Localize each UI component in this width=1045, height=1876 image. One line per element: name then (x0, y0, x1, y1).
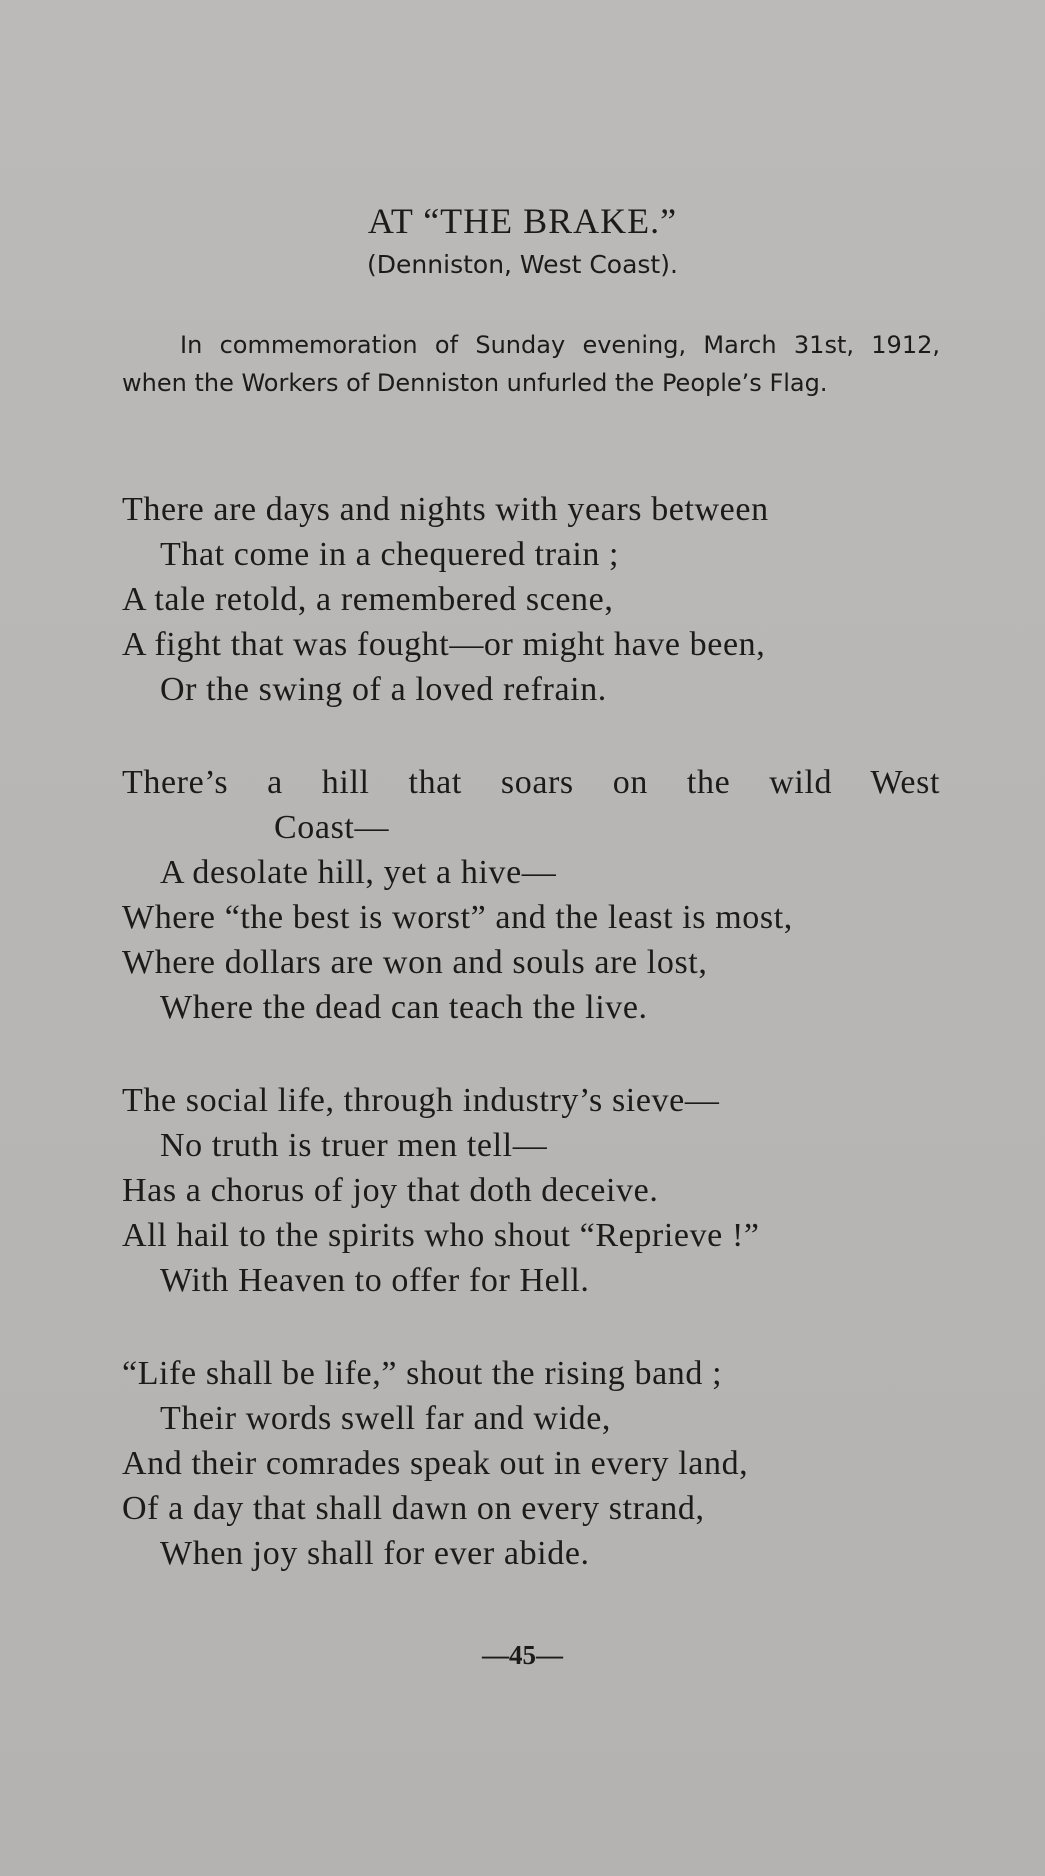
poem-line: With Heaven to offer for Hell. (160, 1262, 590, 1299)
poem-line: Of a day that shall dawn on every strand, (122, 1490, 705, 1527)
poem-line: That come in a chequered train ; (160, 536, 620, 573)
poem-line (122, 760, 940, 805)
poem-title: AT “THE BRAKE.” (367, 201, 678, 241)
poem-line: Their words swell far and wide, (160, 1400, 612, 1437)
poem-line: And their comrades speak out in every land, (122, 1445, 749, 1482)
poem-line: Where dollars are won and souls are lost, (122, 944, 708, 981)
poem-body (122, 487, 952, 1624)
stanza-1 (122, 487, 952, 712)
poem-line: A desolate hill, yet a hive— (160, 854, 557, 891)
dedication-note: In commemoration of Sunday evening, March 31st, 1912, when the Workers of Denniston unfurled the People’s Flag. (122, 331, 940, 397)
stanza-2 (122, 760, 952, 1030)
poem-line: There are days and nights with years between (122, 491, 769, 528)
page-number: —45— (482, 1640, 563, 1670)
poem-line: Where “the best is worst” and the least is most, (122, 899, 793, 936)
stanza-4 (122, 1351, 952, 1576)
poem-line: Has a chorus of joy that doth deceive. (122, 1172, 659, 1209)
poem-line: The social life, through industry’s sieve— (122, 1082, 720, 1119)
poem-line: “Life shall be life,” shout the rising band ; (122, 1355, 723, 1392)
poem-line: Where the dead can teach the live. (160, 989, 648, 1026)
poem-line: No truth is truer men tell— (160, 1127, 548, 1164)
poem-line: A fight that was fought—or might have been, (122, 626, 766, 663)
poem-line: Coast— (274, 809, 390, 846)
stanza-3 (122, 1078, 952, 1303)
poem-line: All hail to the spirits who shout “Reprieve !” (122, 1217, 760, 1254)
poem-subtitle: (Denniston, West Coast). (367, 250, 678, 279)
poem-line-text: There’s a hill that soars on the wild West (122, 764, 940, 801)
poem-line: When joy shall for ever abide. (160, 1535, 590, 1572)
poem-line: A tale retold, a remembered scene, (122, 581, 614, 618)
poem-line: Or the swing of a loved refrain. (160, 671, 607, 708)
